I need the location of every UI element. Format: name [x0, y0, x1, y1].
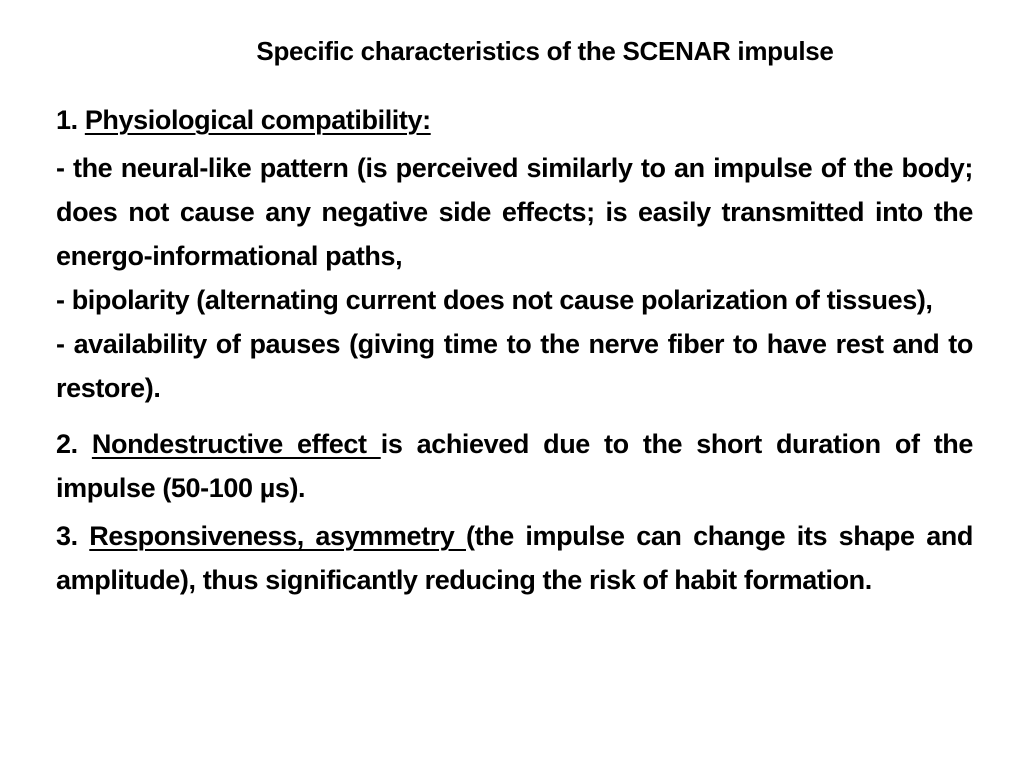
section-1-heading-line [56, 98, 973, 142]
section-1-item-2: - bipolarity (alternating current does not cause polarization of tissues), [56, 285, 933, 315]
section-3-heading: Responsiveness, asymmetry [89, 521, 466, 551]
section-1-heading: Physiological compatibility: [84, 105, 431, 135]
section-3 [56, 514, 973, 602]
section-3-text: (the impulse can change its shape and amplitude), thus significantly reducing the risk of habit formation. [56, 521, 973, 595]
section-2-number: 2. [56, 429, 78, 459]
slide-content [56, 98, 973, 602]
section-2-heading: Nondestructive effect [91, 429, 381, 459]
section-1-number: 1. [56, 105, 78, 135]
section-2 [56, 422, 973, 510]
slide-title: Specific characteristics of the SCENAR impulse [256, 36, 834, 66]
section-2-text: is achieved due to the short duration of the impulse (50-100 µs). [56, 429, 974, 503]
section-3-number: 3. [56, 521, 78, 551]
section-1-item-1: - the neural-like pattern (is perceived similarly to an impulse of the body; does not cause any negative side effects; is easily transmitted into the energo-informational paths, [56, 153, 973, 271]
section-1-item-3: - availability of pauses (giving time to the nerve fiber to have rest and to restore). [56, 329, 973, 403]
